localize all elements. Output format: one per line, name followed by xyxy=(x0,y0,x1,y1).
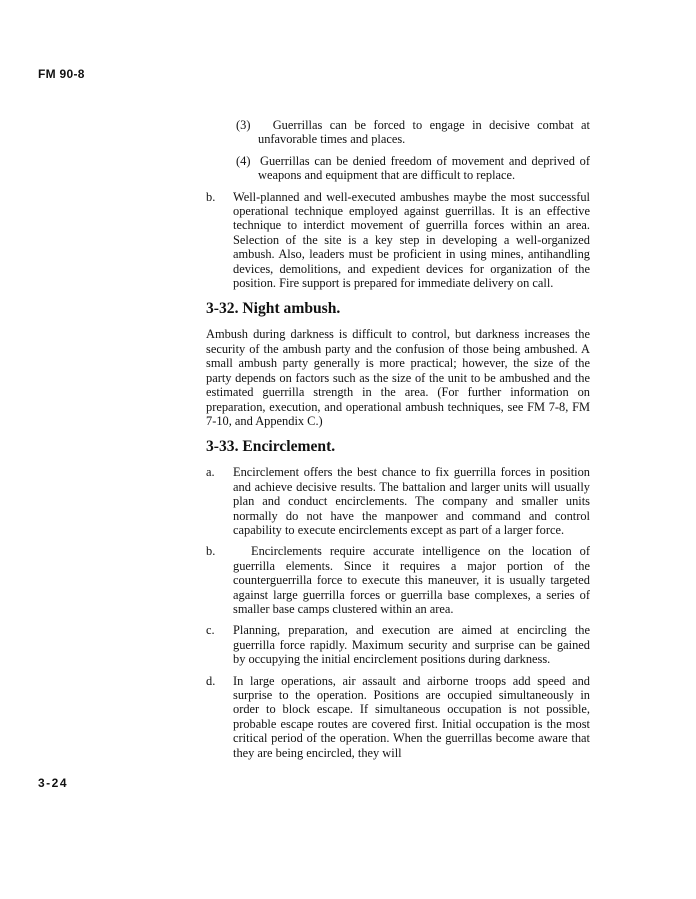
page-number-footer: 3-24 xyxy=(38,776,69,790)
section-heading-night-ambush: 3-32. Night ambush. xyxy=(206,300,341,318)
list-item-label: (4) xyxy=(236,153,251,168)
paragraph-label: a. xyxy=(206,465,215,480)
page-body xyxy=(206,118,590,767)
paragraph-label: b. xyxy=(206,544,216,559)
paragraph-text: Planning, preparation, and execution are aimed at encircling the guerrilla force rapidly. Maximum security and surprise can be gained by occupying the initial encirclement positions during darkness. xyxy=(233,623,590,667)
list-item-text: Guerrillas can be forced to engage in decisive combat at unfavorable times and places. xyxy=(258,118,590,147)
paragraph-text: In large operations, air assault and airborne troops add speed and surprise to the operation. Positions are occupied simultaneously in order to block escape. If simultaneous occupation is not possible, probable escape routes are covered first. Initial occupation is the most critical period of the operation. When the guerrillas become aware that they are being encircled, they will xyxy=(233,673,590,760)
paragraph-night-ambush: Ambush during darkness is difficult to control, but darkness increases the security of the ambush party and the confusion of those being ambushed. A small ambush party generally is more practical; however, the size of the party depends on factors such as the size of the unit to be ambushed and the estimated guerrilla strength in the area. (For further information on preparation, execution, and operational ambush techniques, see FM 7-8, FM 7-10, and Appendix C.) xyxy=(206,327,590,428)
paragraph-text: Encirclements require accurate intelligence on the location of guerrilla elements. Since it requires a major portion of the counterguerrilla force to execute this maneuver, it is usually targeted against large guerrilla forces or guerrilla base complexes, a series of smaller base camps clustered within an area. xyxy=(233,544,590,616)
paragraph-a-encirclement xyxy=(206,465,590,537)
list-item-3 xyxy=(206,118,590,147)
paragraph-text: Well-planned and well-executed ambushes maybe the most successful operational technique employed against guerrillas. It is an effective technique to interdict movement of guerrilla forces within an area. Selection of the site is a key step in developing a well-organized ambush. Also, leaders must be proficient in using mines, antihandling devices, demolitions, and expedient devices for organization of the position. Fire support is prepared for immediate delivery on call. xyxy=(233,189,590,291)
list-item-4 xyxy=(206,154,590,183)
paragraph-label: d. xyxy=(206,673,216,688)
paragraph-b-ambush xyxy=(206,190,590,291)
manual-id-header: FM 90-8 xyxy=(38,67,85,81)
list-item-text: Guerrillas can be denied freedom of movement and deprived of weapons and equipment that are difficult to replace. xyxy=(258,153,590,183)
paragraph-label: b. xyxy=(206,189,216,204)
section-heading-encirclement: 3-33. Encirclement. xyxy=(206,438,336,456)
paragraph-c-encirclement xyxy=(206,623,590,666)
paragraph-b-encirclement xyxy=(206,544,590,616)
paragraph-d-encirclement xyxy=(206,674,590,760)
paragraph-text: Encirclement offers the best chance to fix guerrilla forces in position and achieve decisive results. The battalion and larger units will usually plan and conduct encirclements. The company and smaller units normally do not have the manpower and command and control capability to execute encirclements except as part of a larger force. xyxy=(233,465,590,537)
paragraph-label: c. xyxy=(206,623,215,638)
list-item-label: (3) xyxy=(236,118,251,132)
